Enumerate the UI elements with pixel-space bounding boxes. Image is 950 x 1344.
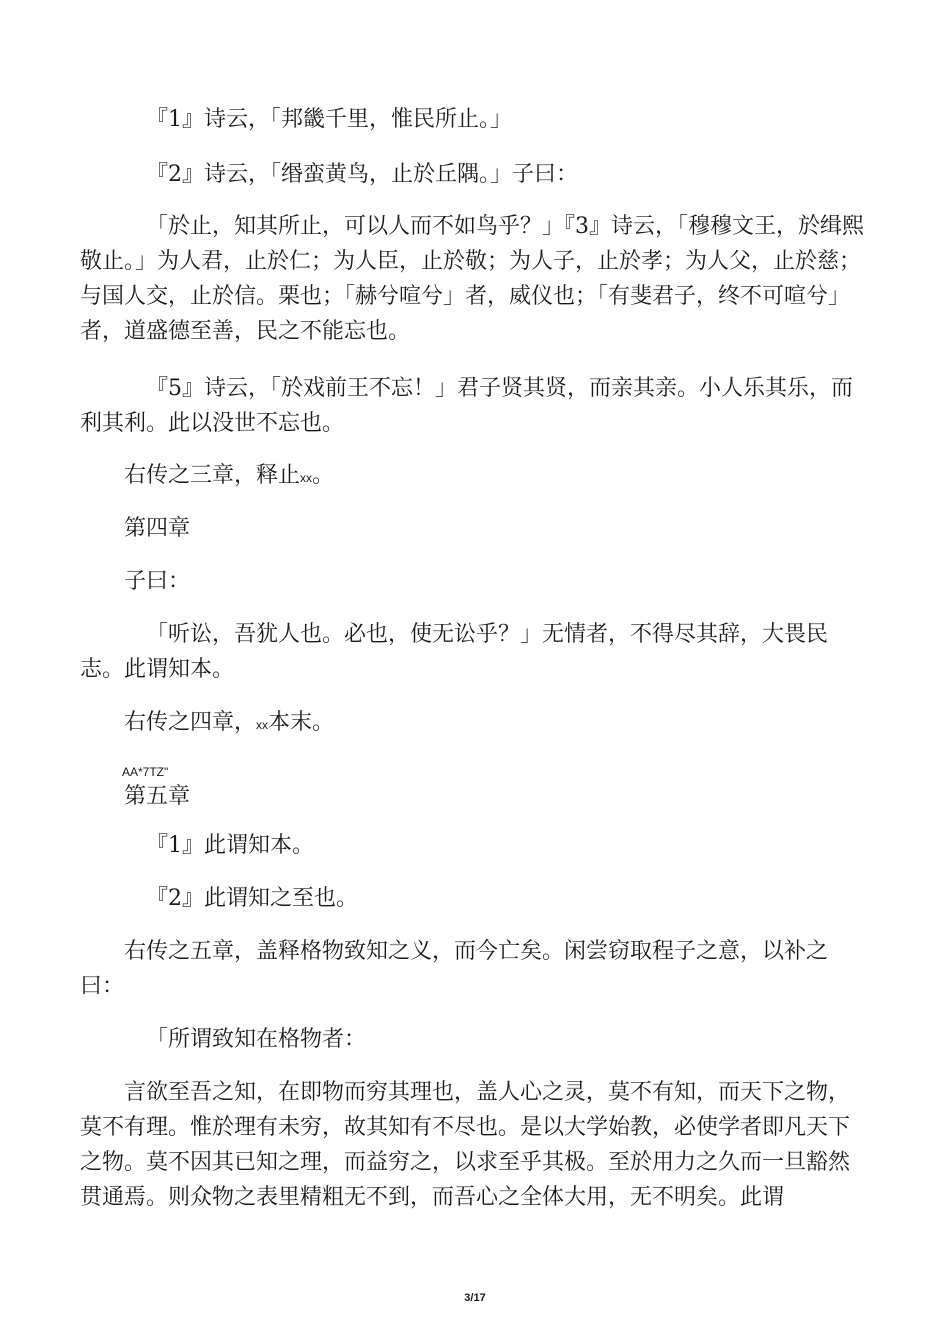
chapter3-note-text: 右传之三章，释止 bbox=[124, 463, 301, 488]
chapter3-note-tail: 。 bbox=[312, 463, 335, 488]
paragraph-poem-5: 『5』诗云，「於戏前王不忘！」君子贤其贤，而亲其亲。小人乐其乐，而利其利。此以没世不忘也。 bbox=[80, 376, 853, 436]
page-number: 3/17 bbox=[464, 1292, 486, 1304]
paragraph-know-root: 『1』此谓知本。 bbox=[146, 833, 314, 858]
paragraph-investigation-intro: 「所谓致知在格物者： bbox=[146, 1027, 367, 1052]
paragraph-poem-1: 『1』诗云，「邦畿千里，惟民所止。」 bbox=[146, 107, 512, 132]
paragraph-chapter5-note: 右传之五章，盖释格物致知之义，而今亡矣。闲尝窃取程子之意，以补之曰： bbox=[80, 939, 829, 999]
stray-text: AA*7TZ" bbox=[122, 765, 169, 779]
paragraph-know-utmost: 『2』此谓知之至也。 bbox=[146, 886, 358, 911]
paragraph-chapter3-note bbox=[80, 458, 870, 496]
heading-chapter-5: 第五章 bbox=[124, 784, 191, 809]
paragraph-investigation-body: 言欲至吾之知，在即物而穷其理也，盖人心之灵，莫不有知，而天下之物，莫不有理。惟於理有未穷，故其知有不尽也。是以大学始教，必使学者即凡天下之物。莫不因其已知之理，而益穷之，以求至乎其极。至於用力之久而一旦豁然贯通焉。则众物之表里精粗无不到，而吾心之全体大用，无不明矣。此谓 bbox=[80, 1080, 851, 1210]
heading-chapter-4: 第四章 bbox=[124, 516, 191, 541]
paragraph-poem-2: 『2』诗云，「缗蛮黄鸟，止於丘隅。」子曰： bbox=[146, 162, 578, 187]
chapter4-note-tail: 本末。 bbox=[268, 710, 335, 735]
chapter4-note-text: 右传之四章， bbox=[124, 710, 257, 735]
placeholder-xx: xx bbox=[300, 471, 313, 485]
paragraph-chapter3-body: 「於止，知其所止，可以人而不如鸟乎？」『3』诗云，「穆穆文王，於缉熙敬止。」为人君，止於仁；为人臣，止於敬；为人子，止於孝；为人父，止於慈；与国人交，止於信。栗也；「赫兮喧兮」者，威仪也；「有斐君子，终不可喧兮」者，道盛德至善，民之不能忘也。 bbox=[80, 214, 864, 344]
paragraph-lawsuit: 「听讼，吾犹人也。必也，使无讼乎？」无情者，不得尽其辞，大畏民志。此谓知本。 bbox=[80, 622, 829, 682]
placeholder-xx: xx bbox=[256, 718, 269, 732]
paragraph-master-said: 子曰： bbox=[124, 569, 191, 594]
paragraph-chapter4-note bbox=[80, 705, 870, 743]
